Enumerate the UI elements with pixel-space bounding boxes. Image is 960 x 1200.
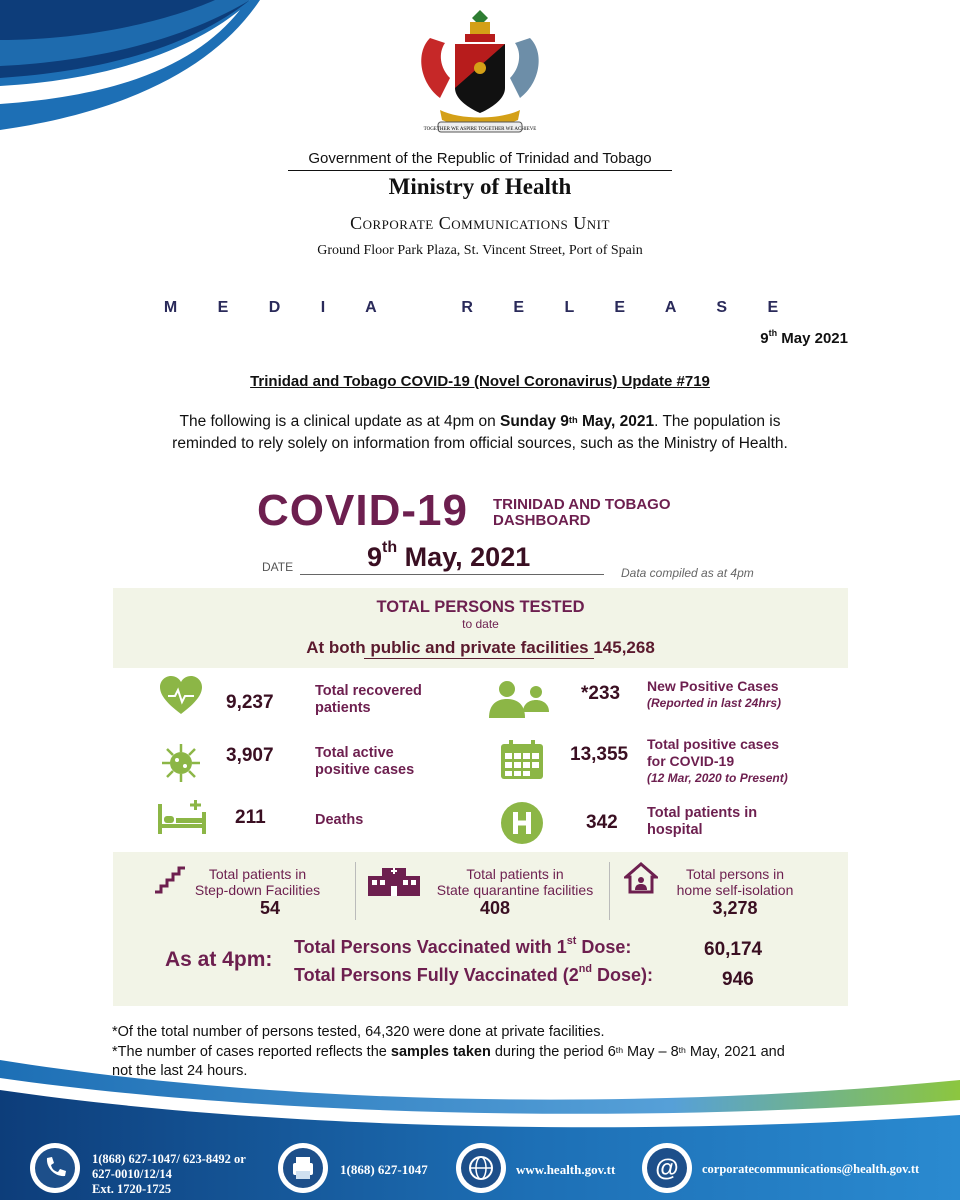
heart-icon [160, 676, 202, 716]
government-line: Government of the Republic of Trinidad and Tobago [308, 150, 652, 167]
tested-title: TOTAL PERSONS TESTED [376, 598, 585, 616]
building-icon [368, 864, 420, 896]
vaccination-as-at: As at 4pm: [165, 948, 273, 971]
dose1-value: 60,174 [704, 939, 763, 960]
bed-icon [156, 798, 208, 836]
coat-of-arms-logo [410, 8, 550, 140]
total-positive-value: 13,355 [570, 744, 629, 765]
phone-icon [30, 1143, 80, 1193]
home-value: 3,278 [712, 898, 758, 918]
header-rule [288, 170, 672, 171]
fax-icon [278, 1143, 328, 1193]
svg-text:@: @ [655, 1155, 679, 1182]
quarantine-label: Total patients in State quarantine facilities [436, 866, 594, 898]
quarantine-value: 408 [479, 898, 511, 918]
stepdown-value: 54 [259, 898, 281, 918]
hospital-label: Total patients in hospital [647, 805, 758, 838]
active-label: Total active positive cases [315, 745, 415, 778]
release-title: Trinidad and Tobago COVID-19 (Novel Coronavirus) Update #719 [250, 373, 710, 390]
note-samples: *The number of cases reported reflects the samples taken during the period 6th May – 8th May, 2021 and not the last 24 hours. [112, 1044, 785, 1079]
deaths-label: Deaths [315, 812, 364, 828]
total-positive-label: Total positive cases for COVID-19 (12 Mar, 2020 to Present) [647, 736, 788, 785]
stepdown-label: Total patients in Step-down Facilities [194, 866, 321, 898]
calendar-icon [500, 740, 544, 780]
dose2-value: 946 [722, 969, 754, 990]
new-cases-value: *233 [581, 683, 621, 704]
address-line: Ground Floor Park Plaza, St. Vincent Street, Port of Spain [317, 243, 643, 258]
release-intro: The following is a clinical update as at 4pm on Sunday 9th May, 2021. The population is reminded to rely solely on information from official sources, such as the Ministry of Health. [172, 413, 788, 452]
home-label: Total persons in home self-isolation [676, 866, 794, 898]
release-date: 9th May 2021 [760, 328, 848, 347]
dashboard-date: 9th May, 2021 [367, 538, 531, 572]
website[interactable]: www.health.gov.tt [516, 1162, 616, 1177]
unit-name: Corporate Communications Unit [350, 213, 610, 233]
coat-motto: TOGETHER WE ASPIRE TOGETHER WE ACHIEVE [423, 127, 537, 132]
compiled-note: Data compiled as at 4pm [621, 566, 754, 580]
recovered-value: 9,237 [226, 692, 274, 713]
phone-numbers: 1(868) 627-1047/ 623-8492 or 627-0010/12/14 Ext. 1720-1725 [92, 1152, 246, 1196]
covid-title: COVID-19 [257, 486, 468, 535]
ministry-title: Ministry of Health [388, 174, 572, 199]
at-icon [642, 1143, 692, 1193]
divider [355, 862, 356, 920]
tested-count: At both public and private facilities 145,268 [306, 638, 655, 657]
header-swoosh [0, 0, 260, 150]
tested-underline [364, 658, 594, 659]
people-icon [487, 680, 553, 718]
new-cases-label: New Positive Cases (Reported in last 24hrs) [647, 678, 782, 710]
media-release-label: M E D I A R E L E A S E [163, 299, 797, 316]
virus-icon [160, 742, 202, 784]
hospital-icon [500, 801, 544, 845]
divider [609, 862, 610, 920]
stairs-icon [153, 866, 187, 894]
dose1-label: Total Persons Vaccinated with 1st Dose: [294, 934, 632, 957]
active-value: 3,907 [226, 745, 274, 766]
date-underline [300, 574, 604, 575]
date-label: DATE [262, 560, 294, 574]
globe-icon [456, 1143, 506, 1193]
tested-subtitle: to date [462, 617, 499, 631]
dashboard-subtitle: TRINIDAD AND TOBAGO DASHBOARD [493, 496, 671, 529]
fax-number: 1(868) 627-1047 [340, 1162, 428, 1177]
home-icon [624, 862, 658, 894]
hospital-value: 342 [586, 812, 618, 833]
note-private-facilities: *Of the total number of persons tested, 64,320 were done at private facilities. [112, 1024, 605, 1040]
recovered-label: Total recovered patients [315, 683, 422, 716]
deaths-value: 211 [235, 807, 266, 828]
dose2-label: Total Persons Fully Vaccinated (2nd Dose): [294, 962, 653, 985]
email[interactable]: corporatecommunications@health.gov.tt [702, 1162, 920, 1176]
